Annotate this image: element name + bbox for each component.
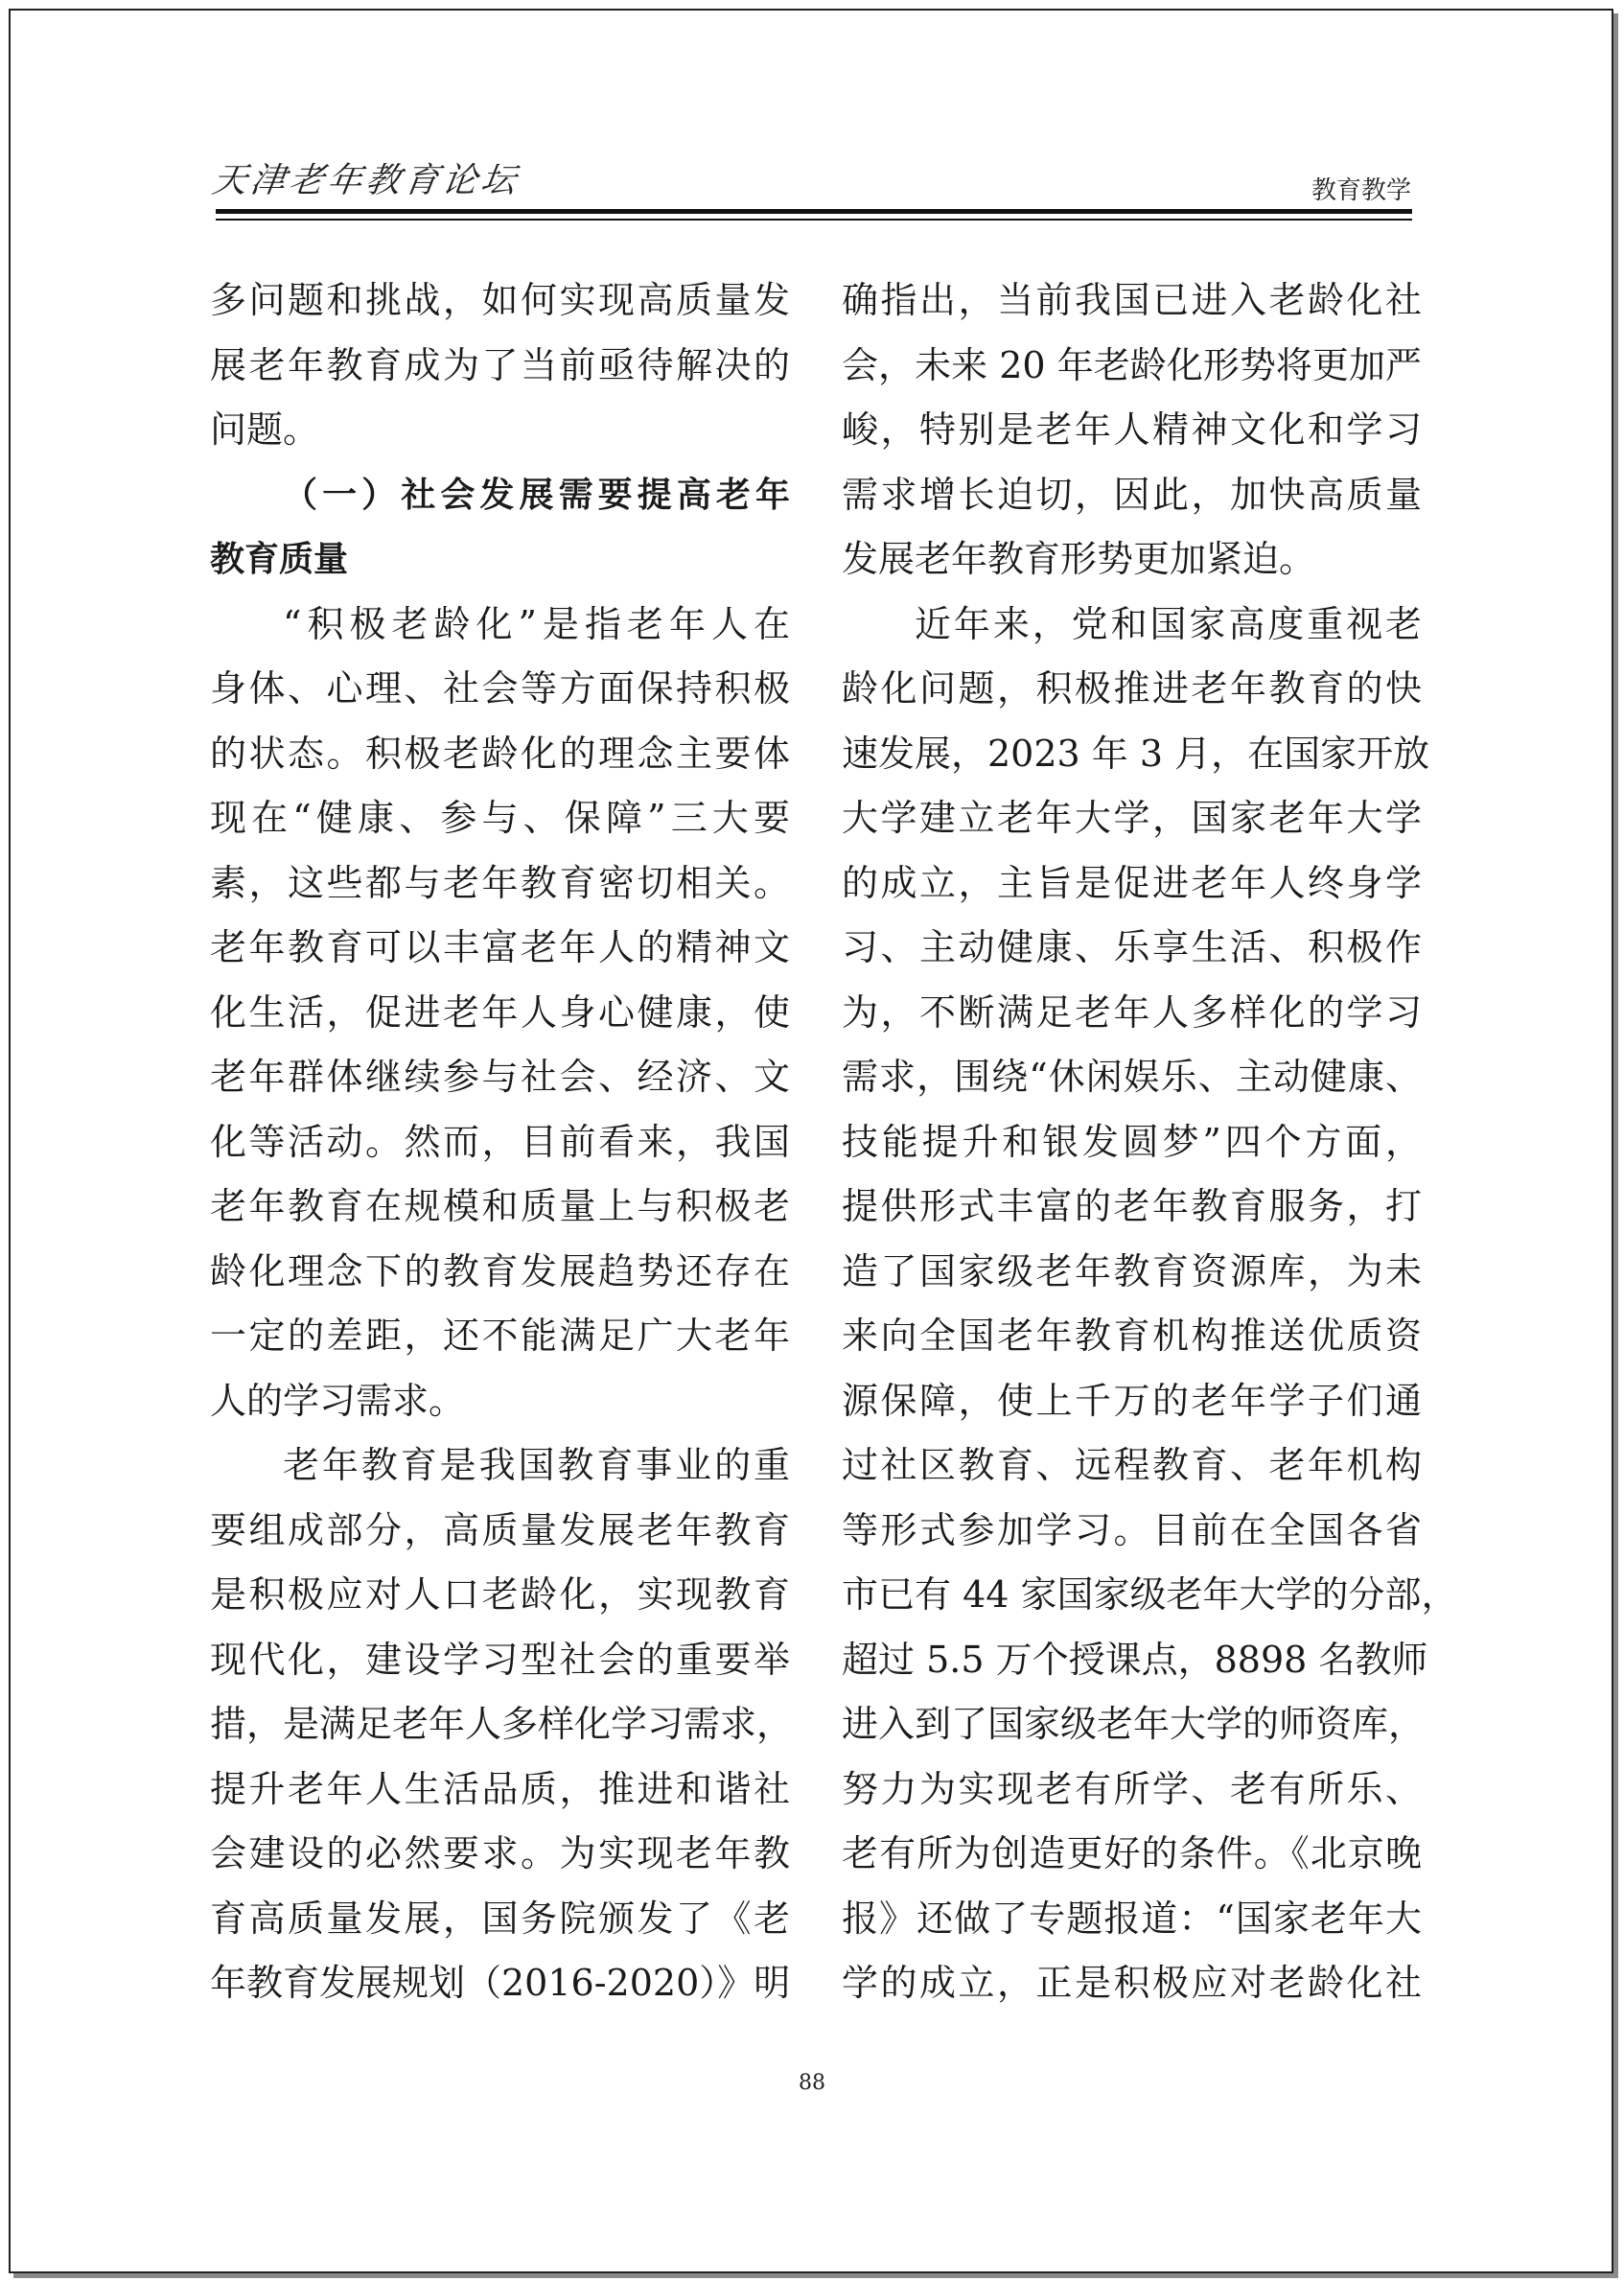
text-line: 确指出，当前我国已进入老龄化社 <box>842 279 1422 321</box>
text-line: 大学建立老年大学，国家老年大学 <box>842 797 1422 839</box>
paragraph <box>210 268 790 463</box>
text-line: 化生活，促进老年人身心健康，使 <box>210 990 790 1034</box>
text-line: 素，这些都与老年教育密切相关。 <box>210 861 790 904</box>
heading-line: （一）社会发展需要提高老年 <box>283 475 790 515</box>
page-number: 88 <box>799 2071 825 2095</box>
text-line: 提升老年人生活品质，推进和谐社 <box>210 1767 790 1810</box>
text-line: 超过 5.5 万个授课点，8898 名教师 <box>842 1638 1428 1681</box>
left-column <box>210 268 794 2016</box>
text-line: 化等活动。然而，目前看来，我国 <box>210 1120 790 1163</box>
text-line: 现代化，建设学习型社会的重要举 <box>210 1638 790 1681</box>
text-line: 过社区教育、远程教育、老年机构 <box>842 1444 1422 1486</box>
text-line: 来向全国老年教育机构推送优质资 <box>842 1315 1422 1357</box>
text-line: 近年来，党和国家高度重视老 <box>915 602 1422 645</box>
text-line: 速发展，2023 年 3 月，在国家开放 <box>842 732 1430 775</box>
text-line: 身体、心理、社会等方面保持积极 <box>210 667 790 710</box>
text-line: 习、主动健康、乐享生活、积极作 <box>842 926 1422 968</box>
text-line: 会建设的必然要求。为实现老年教 <box>210 1832 790 1874</box>
text-line: 龄化问题，积极推进老年教育的快 <box>842 667 1422 710</box>
text-line: 育高质量发展，国务院颁发了《老 <box>210 1897 790 1940</box>
text-line: 多问题和挑战，如何实现高质量发 <box>210 279 790 321</box>
paragraph <box>842 268 1422 593</box>
text-line: 需求，围绕“休闲娱乐、主动健康、 <box>842 1056 1422 1098</box>
text-line: 是积极应对人口老龄化，实现教育 <box>210 1573 790 1616</box>
text-line: 年教育发展规划（2016-2020）》明 <box>210 1962 791 2004</box>
paragraph <box>210 1433 794 2016</box>
text-line: 老有所为创造更好的条件。《北京晚 <box>842 1832 1422 1874</box>
text-line: “积极老龄化”是指老年人在 <box>283 602 790 645</box>
text-line: 报》还做了专题报道：“国家老年大 <box>842 1897 1422 1940</box>
text-line: 展老年教育成为了当前亟待解决的 <box>210 343 790 386</box>
text-line: 峻，特别是老年人精神文化和学习 <box>842 408 1422 451</box>
text-line: 人的学习需求。 <box>210 1379 466 1422</box>
text-line: 老年教育可以丰富老年人的精神文 <box>210 926 790 968</box>
text-line: 技能提升和银发圆梦”四个方面， <box>842 1120 1422 1163</box>
text-line: 措，是满足老年人多样化学习需求， <box>210 1703 794 1745</box>
paragraph <box>210 593 790 1434</box>
header-rule-thin <box>216 219 1412 221</box>
header-rule-thick <box>216 209 1412 214</box>
text-line: 源保障，使上千万的老年学子们通 <box>842 1379 1422 1422</box>
text-line: 的状态。积极老龄化的理念主要体 <box>210 732 790 775</box>
text-line: 学的成立，正是积极应对老龄化社 <box>842 1962 1422 2004</box>
paragraph <box>842 593 1458 2016</box>
text-line: 老年教育在规模和质量上与积极老 <box>210 1185 790 1227</box>
section-heading <box>210 463 790 593</box>
text-line: 造了国家级老年教育资源库，为未 <box>842 1249 1422 1292</box>
text-line: 老年群体继续参与社会、经济、文 <box>210 1056 790 1098</box>
text-line: 现在“健康、参与、保障”三大要 <box>210 797 790 839</box>
text-line: 要组成部分，高质量发展老年教育 <box>210 1508 790 1551</box>
text-line: 的成立，主旨是促进老年人终身学 <box>842 861 1422 904</box>
text-line: 进入到了国家级老年大学的师资库， <box>842 1703 1426 1745</box>
text-line: 发展老年教育形势更加紧迫。 <box>842 538 1316 580</box>
text-line: 老年教育是我国教育事业的重 <box>283 1444 790 1486</box>
text-line: 会，未来 20 年老龄化形势将更加严 <box>842 343 1422 386</box>
right-column <box>842 268 1458 2016</box>
journal-title: 天津老年教育论坛 <box>209 161 522 200</box>
text-line: 问题。 <box>210 408 320 451</box>
text-line: 为，不断满足老年人多样化的学习 <box>842 990 1422 1034</box>
text-line: 龄化理念下的教育发展趋势还存在 <box>210 1249 790 1292</box>
text-line: 需求增长迫切，因此，加快高质量 <box>842 473 1422 516</box>
text-line: 提供形式丰富的老年教育服务，打 <box>842 1185 1422 1227</box>
text-line: 一定的差距，还不能满足广大老年 <box>210 1315 790 1357</box>
text-line: 努力为实现老有所学、老有所乐、 <box>842 1767 1422 1810</box>
section-label: 教育教学 <box>1311 176 1411 205</box>
text-line: 市已有 44 家国家级老年大学的分部， <box>842 1573 1458 1616</box>
heading-line: 教育质量 <box>210 540 349 579</box>
text-line: 等形式参加学习。目前在全国各省 <box>842 1508 1422 1551</box>
